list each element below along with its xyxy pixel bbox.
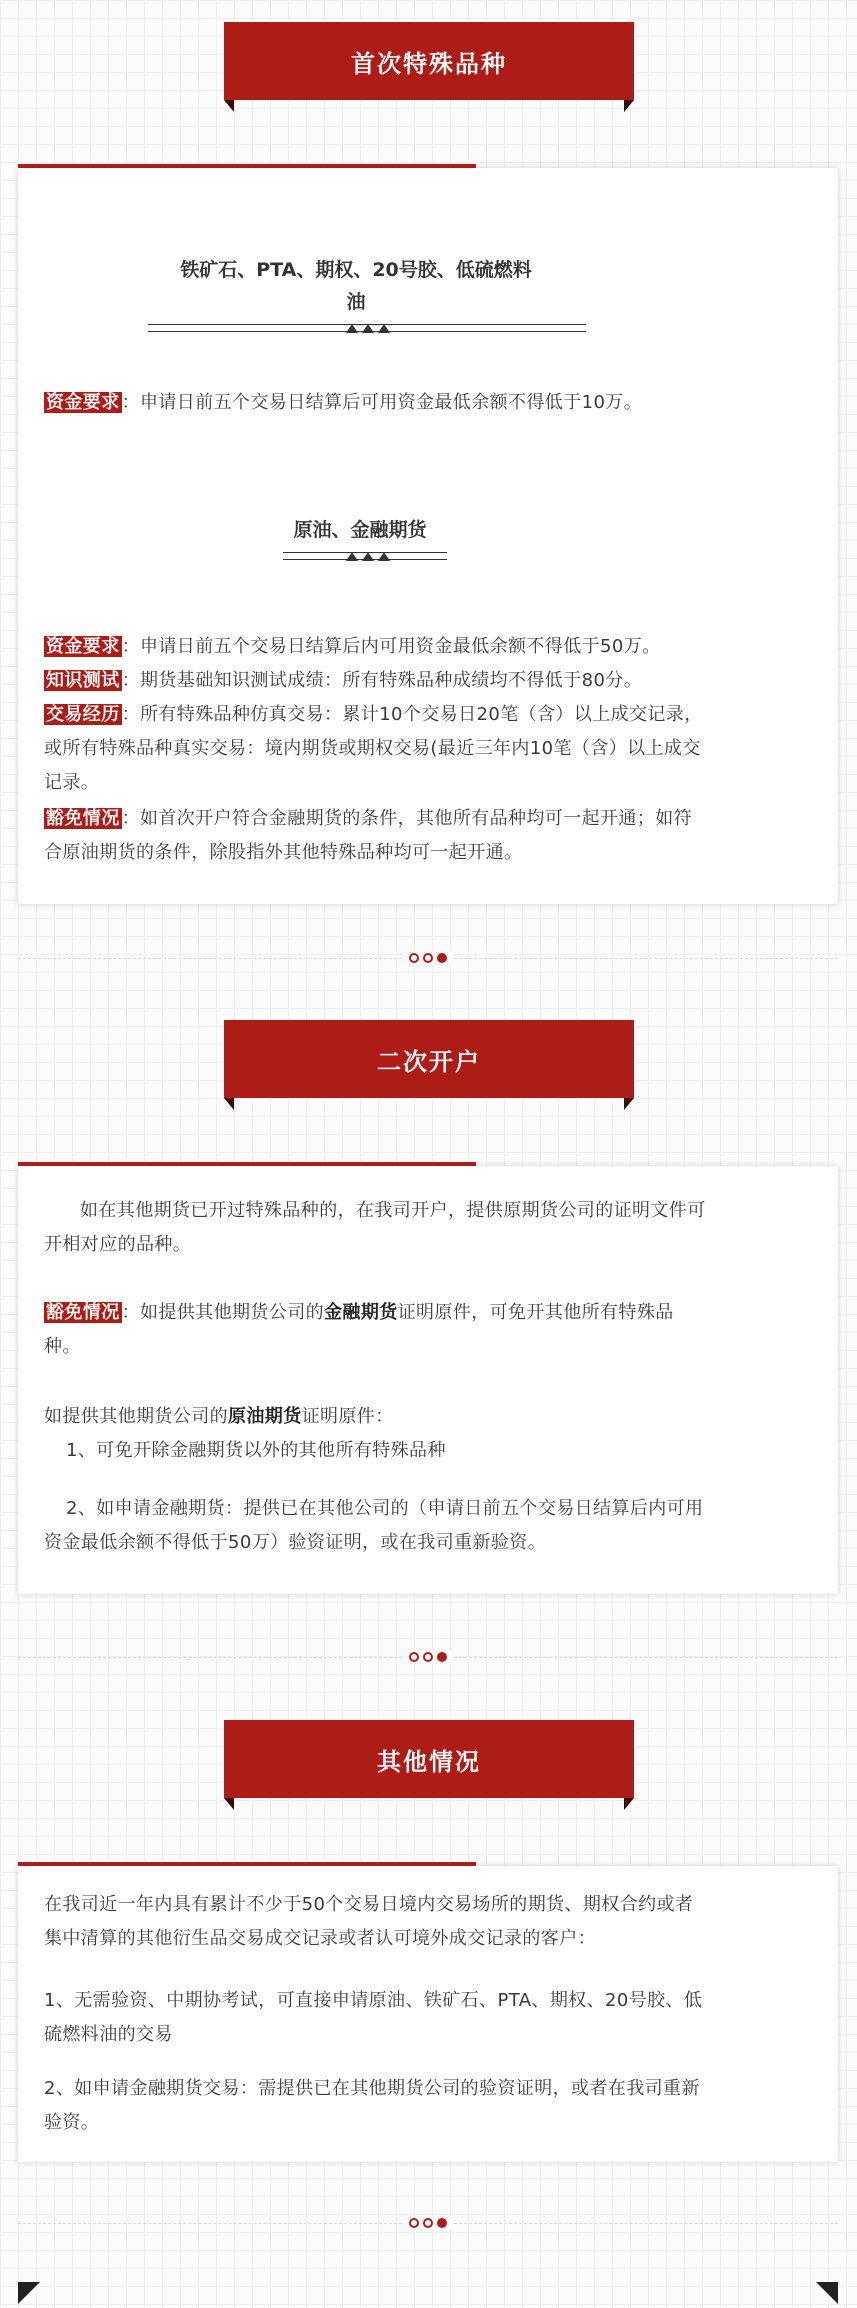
card-accent-line	[18, 1162, 476, 1166]
section-title: 二次开户	[224, 1020, 634, 1098]
trading-experience: 交易经历 ：所有特殊品种仿真交易：累计10个交易日20笔（含）以上成交记录， 或所有特殊品种真实交易：境内期货或期权交易(最近三年内10笔（含）以上成交 记录。	[44, 704, 703, 793]
second-item-2: 2、如申请金融期货：提供已在其他公司的（申请日前五个交易日结算后内可用 资金最低余额不得低于50万）验资证明，或在我司重新验资。	[44, 1498, 704, 1553]
banner-fold-right	[624, 1798, 634, 1810]
card-second-account	[18, 1166, 838, 1594]
banner-fold-right	[624, 100, 634, 112]
section-title: 首次特殊品种	[224, 22, 634, 100]
tag-label: 知识测试	[46, 670, 120, 691]
capital-requirement-2: 资金要求 ：申请日前五个交易日结算后内可用资金最低余额不得低于50万。	[46, 636, 661, 657]
section-banner-second-account	[224, 1020, 634, 1098]
knowledge-test: 知识测试 ：期货基础知识测试成绩：所有特殊品种成绩均不得低于80分。	[46, 670, 643, 691]
tag-label: 豁免情况	[46, 1302, 120, 1323]
tag-label: 豁免情况	[46, 808, 120, 829]
exemption-2: 豁免情况 ：如提供其他期货公司的金融期货证明原件，可免开其他所有特殊品 种。	[44, 1302, 674, 1357]
section-banner-first-special	[224, 22, 634, 100]
other-intro: 在我司近一年内具有累计不少于50个交易日境内交易场所的期货、期权合约或者 集中清算的其他衍生品交易成交记录或者认可境外成交记录的客户：	[44, 1894, 694, 1949]
other-item-2: 2、如申请金融期货交易：需提供已在其他期货公司的验资证明，或者在我司重新 验资。	[44, 2078, 700, 2133]
heading-triangles	[346, 552, 390, 561]
section-banner-other	[224, 1720, 634, 1798]
banner-fold-left	[224, 1798, 234, 1810]
group-heading-iron-ore: 铁矿石、PTA、期权、20号胶、低硫燃料 油	[180, 259, 532, 313]
card-accent-line	[18, 1862, 476, 1866]
tag-label: 交易经历	[46, 704, 120, 725]
tag-label: 资金要求	[46, 392, 120, 413]
card-other	[18, 1866, 838, 2162]
section-title: 其他情况	[224, 1720, 634, 1798]
banner-fold-left	[224, 1098, 234, 1110]
card-accent-line	[18, 164, 476, 168]
other-item-1: 1、无需验资、中期协考试，可直接申请原油、铁矿石、PTA、期权、20号胶、低 硫燃料油的交易	[44, 1990, 703, 2045]
tag-label: 资金要求	[46, 636, 120, 657]
group-heading-crude-financial: 原油、金融期货	[293, 519, 427, 541]
bottom-decoration	[18, 2282, 838, 2308]
second-intro: 如在其他期货已开过特殊品种的，在我司开户，提供原期货公司的证明文件可 开相对应的品种。	[44, 1200, 706, 1255]
heading-triangles	[346, 324, 390, 333]
banner-fold-left	[224, 100, 234, 112]
capital-requirement-1: 资金要求 ：申请日前五个交易日结算后可用资金最低余额不得低于10万。	[46, 392, 643, 413]
card-first-special	[18, 168, 838, 904]
exemption-1: 豁免情况 ：如首次开户符合金融期货的条件，其他所有品种均可一起开通；如符 合原油期货的条件，除股指外其他特殊品种均可一起开通。	[44, 808, 693, 863]
crude-certificate: 如提供其他期货公司的原油期货证明原件： 1、可免开除金融期货以外的其他所有特殊品种	[44, 1406, 446, 1461]
banner-fold-right	[624, 1098, 634, 1110]
